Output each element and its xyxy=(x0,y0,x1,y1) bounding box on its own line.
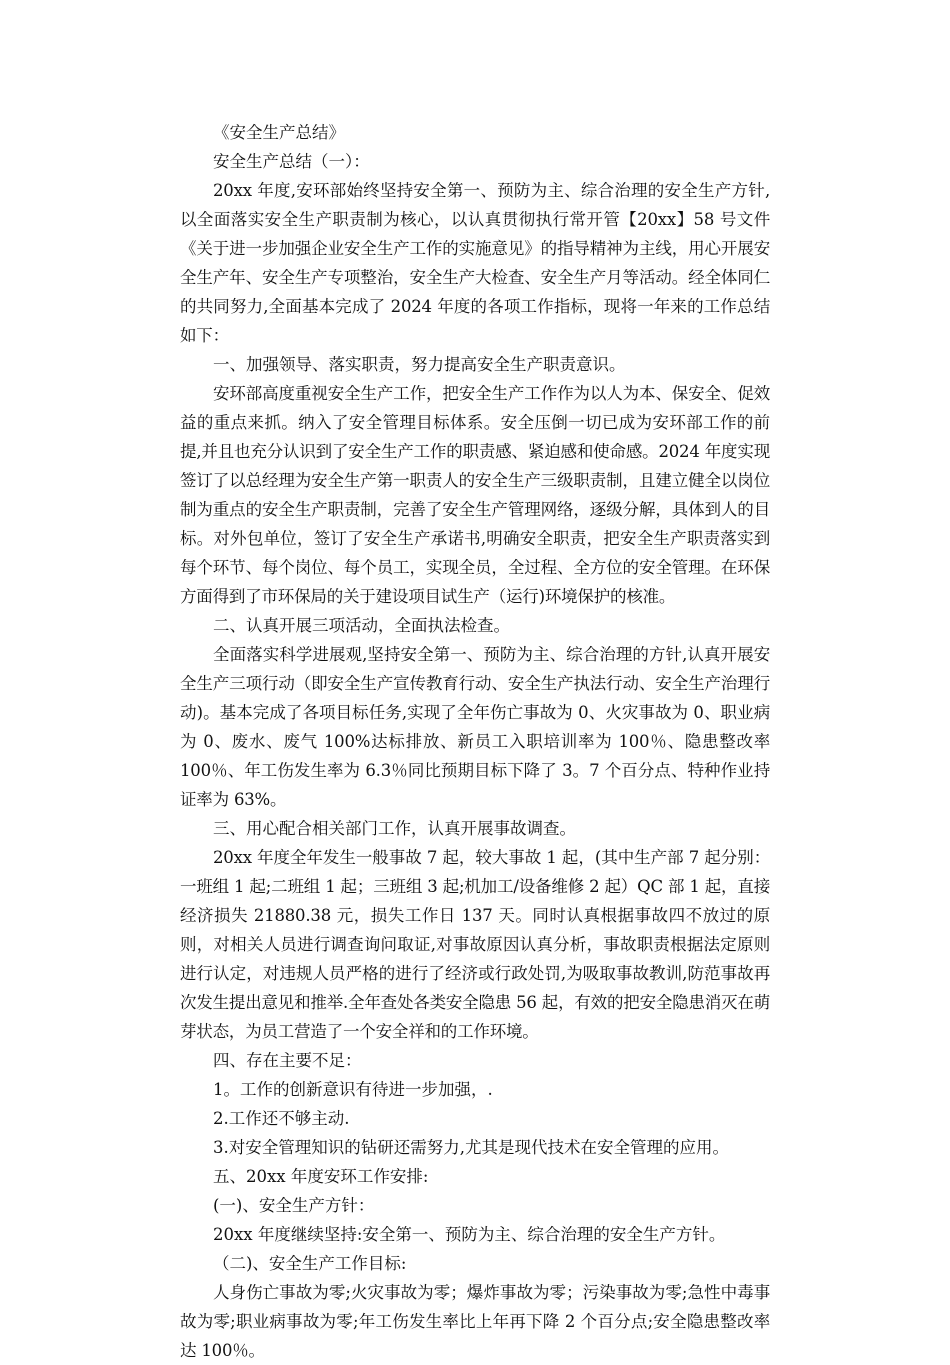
paragraph-goals: 人身伤亡事故为零;火灾事故为零；爆炸事故为零；污染事故为零;急性中毒事故为零;职业病事故为零;年工伤发生率比上年再下降 2 个百分点;安全隐患整改率达 100％。 xyxy=(180,1283,770,1360)
paragraph-intro: 20xx 年度,安环部始终坚持安全第一、预防为主、综合治理的安全生产方针,以全面落实安全生产职责制为核心，以认真贯彻执行常开管【20xx】58 号文件《关于进一步加强企业安全生产工作的实施意见》的指导精神为主线，用心开展安全生产年、安全生产专项整治，安全生产大检查、安全生产月等活动。经全体同仁的共同努力,全面基本完成了 2024 年度的各项工作指标，现将一年来的工作总结如下： xyxy=(180,181,770,345)
heading-section-1: 一、加强领导、落实职责，努力提高安全生产职责意识。 xyxy=(213,355,626,374)
subheading-goals: （二)、安全生产工作目标: xyxy=(213,1254,407,1273)
list-item-shortcoming-3: 3.对安全管理知识的钻研还需努力,尤其是现代技术在安全管理的应用。 xyxy=(213,1138,729,1157)
section-heading-summary-one: 安全生产总结（一）： xyxy=(213,152,370,171)
paragraph-section-1: 安环部高度重视安全生产工作，把安全生产工作作为以人为本、保安全、促效益的重点来抓。纳入了安全管理目标体系。安全压倒一切已成为安环部工作的前提,并且也充分认识到了安全生产工作的职责感、紧迫感和使命感。2024 年度实现签订了以总经理为安全生产第一职责人的安全生产三级职责制，且建立健全以岗位制为重点的安全生产职责制，完善了安全生产管理网络，逐级分解，具体到人的目标。对外包单位，签订了安全生产承诺书,明确安全职责，把安全生产职责落实到每个环节、每个岗位、每个员工，实现全员，全过程、全方位的安全管理。在环保方面得到了市环保局的关于建设项目试生产（运行)环境保护的核准。 xyxy=(180,384,770,606)
heading-section-2: 二、认真开展三项活动，全面执法检查。 xyxy=(213,616,510,635)
heading-section-4: 四、存在主要不足： xyxy=(213,1051,362,1070)
subheading-policy: (一)、安全生产方针： xyxy=(213,1196,375,1215)
heading-section-3: 三、用心配合相关部门工作，认真开展事故调查。 xyxy=(213,819,576,838)
paragraph-section-3: 20xx 年度全年发生一般事故 7 起，较大事故 1 起，(其中生产部 7 起分别：一班组 1 起;二班组 1 起；三班组 3 起;机加工/设备维修 2 起）QC 部 1 起，直接经济损失 21880.38 元，损失工作日 137 天。同时认真根据事故四不放过的原则，对相关人员进行调查询问取证,对事故原因认真分析，事故职责根据法定原则进行认定，对违规人员严格的进行了经济或行政处罚,为吸取事故教训,防范事故再次发生提出意见和推举.全年查处各类安全隐患 56 起，有效的把安全隐患消灭在萌芽状态，为员工营造了一个安全祥和的工作环境。 xyxy=(180,848,770,1041)
list-item-shortcoming-2: 2.工作还不够主动. xyxy=(213,1109,350,1128)
paragraph-section-2: 全面落实科学进展观,坚持安全第一、预防为主、综合治理的方针,认真开展安全生产三项行动（即安全生产宣传教育行动、安全生产执法行动、安全生产治理行动)。基本完成了各项目标任务,实现了全年伤亡事故为 0、火灾事故为 0、职业病为 0、废水、废气 100%达标排放、新员工入职培训率为 100％、隐患整改率 100％、年工伤发生率为 6.3％同比预期目标下降了 3。7 个百分点、特种作业持证率为 63%。 xyxy=(180,645,770,809)
paragraph-policy: 20xx 年度继续坚持:安全第一、预防为主、综合治理的安全生产方针。 xyxy=(213,1225,726,1244)
document-title: 《安全生产总结》 xyxy=(213,123,345,142)
list-item-shortcoming-1: 1。工作的创新意识有待进一步加强，. xyxy=(213,1080,493,1099)
document-page xyxy=(180,118,770,1365)
heading-section-5: 五、20xx 年度安环工作安排: xyxy=(213,1167,429,1186)
